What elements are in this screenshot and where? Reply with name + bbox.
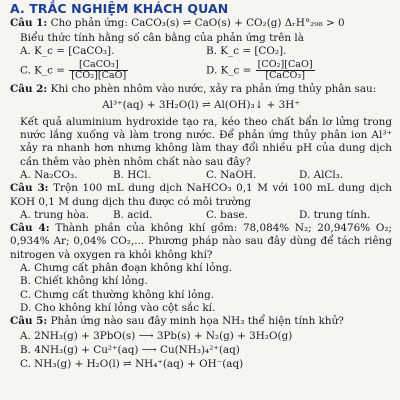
option-c[interactable]: C. Chưng cất thường không khí lỏng. xyxy=(20,288,215,301)
option-d[interactable] xyxy=(206,60,392,81)
question-stem: Cho phản ứng: CaCO₃(s) ⇌ CaO(s) + CO₂(g) ΔᵣH°₂₉₈ > 0 xyxy=(50,17,345,30)
fraction-denominator: [CaCO₃] xyxy=(265,70,305,82)
question-prompt: Biểu thức tính hằng số cân bằng của phản ứng trên là xyxy=(20,31,304,44)
option-a[interactable]: A. K_c = [CaCO₃]. xyxy=(20,44,115,57)
chemical-equation: Al³⁺(aq) + 3H₂O(l) ⇌ Al(OH)₃↓ + 3H⁺ xyxy=(102,99,300,112)
question-stem: Phản ứng nào sau đây minh họa NH₃ thể hiện tính khử? xyxy=(50,315,344,328)
option-b[interactable]: B. 4NH₃(g) + Cu²⁺(aq) ⟶ Cu(NH₃)₄²⁺(aq) xyxy=(20,343,240,356)
option-d[interactable]: D. AlCl₃. xyxy=(299,168,344,181)
option-a[interactable]: A. 2NH₃(g) + 3PbO(s) ⟶ 3Pb(s) + N₂(g) + 3H₂O(g) xyxy=(20,329,293,342)
question-4 xyxy=(10,222,392,315)
option-d-label: D. K_c = xyxy=(206,64,252,77)
option-c-label: C. K_c = xyxy=(20,64,65,77)
question-body: Kết quả aluminium hydroxide tạo ra, kéo theo chất bẩn lơ lửng trong nước lắng xuống và làm trong nước. Để phản ứng thủy phân ion Al³⁺ xảy ra nhanh hơn nhưng không làm thay đổi nhiều pH của dung dịch cần thêm vào phèn nhôm chất nào sau đây? xyxy=(20,115,392,168)
fraction-denominator: [CO₂][CaO] xyxy=(71,70,127,82)
fraction-numerator: [CO₂][CaO] xyxy=(257,59,313,71)
question-2 xyxy=(10,83,392,182)
question-number: Câu 4: xyxy=(10,222,50,235)
section-heading: A. TRẮC NGHIỆM KHÁCH QUAN xyxy=(10,1,229,16)
option-b[interactable]: B. HCl. xyxy=(113,168,151,181)
question-stem: Thành phần của không khí gồm: 78,084% N₂; 20,9476% O₂; 0,934% Ar; 0,04% CO₂,... Phương pháp nào sau đây dùng để tách riêng nitrogen và oxygen ra khỏi không khí? xyxy=(10,222,392,261)
question-stem: Khi cho phèn nhôm vào nước, xảy ra phản ứng thủy phân sau: xyxy=(50,83,377,96)
fraction xyxy=(256,60,315,81)
option-c[interactable]: C. NH₃(g) + H₂O(l) ⇌ NH₄⁺(aq) + OH⁻(aq) xyxy=(20,358,244,371)
question-number: Câu 5: xyxy=(10,315,48,328)
option-b[interactable]: B. K_c = [CO₂]. xyxy=(206,44,287,57)
option-c[interactable]: C. base. xyxy=(206,208,248,221)
question-number: Câu 3: xyxy=(10,182,49,195)
fraction-numerator: [CaCO₃] xyxy=(69,60,128,71)
question-3 xyxy=(10,182,392,222)
option-c[interactable] xyxy=(20,60,206,81)
option-a[interactable]: A. trung hòa. xyxy=(20,208,90,221)
fraction xyxy=(69,60,128,81)
option-b[interactable]: B. Chiết không khí lỏng. xyxy=(20,275,148,288)
option-c[interactable]: C. NaOH. xyxy=(206,168,257,181)
option-a[interactable]: A. Na₂CO₃. xyxy=(20,168,78,181)
question-stem: Trộn 100 mL dung dịch NaHCO₃ 0,1 M với 100 mL dung dịch KOH 0,1 M dung dịch thu được có môi trường xyxy=(10,182,392,208)
question-number: Câu 1: xyxy=(10,17,48,30)
question-number: Câu 2: xyxy=(10,83,48,96)
question-5 xyxy=(10,315,392,371)
option-d[interactable]: D. trung tính. xyxy=(299,208,371,221)
option-b[interactable]: B. acid. xyxy=(113,208,153,221)
option-a[interactable]: A. Chưng cất phân đoạn không khí lỏng. xyxy=(20,262,233,275)
question-1 xyxy=(10,17,392,81)
option-d[interactable]: D. Cho không khí lỏng vào cột sắc kí. xyxy=(20,301,216,314)
